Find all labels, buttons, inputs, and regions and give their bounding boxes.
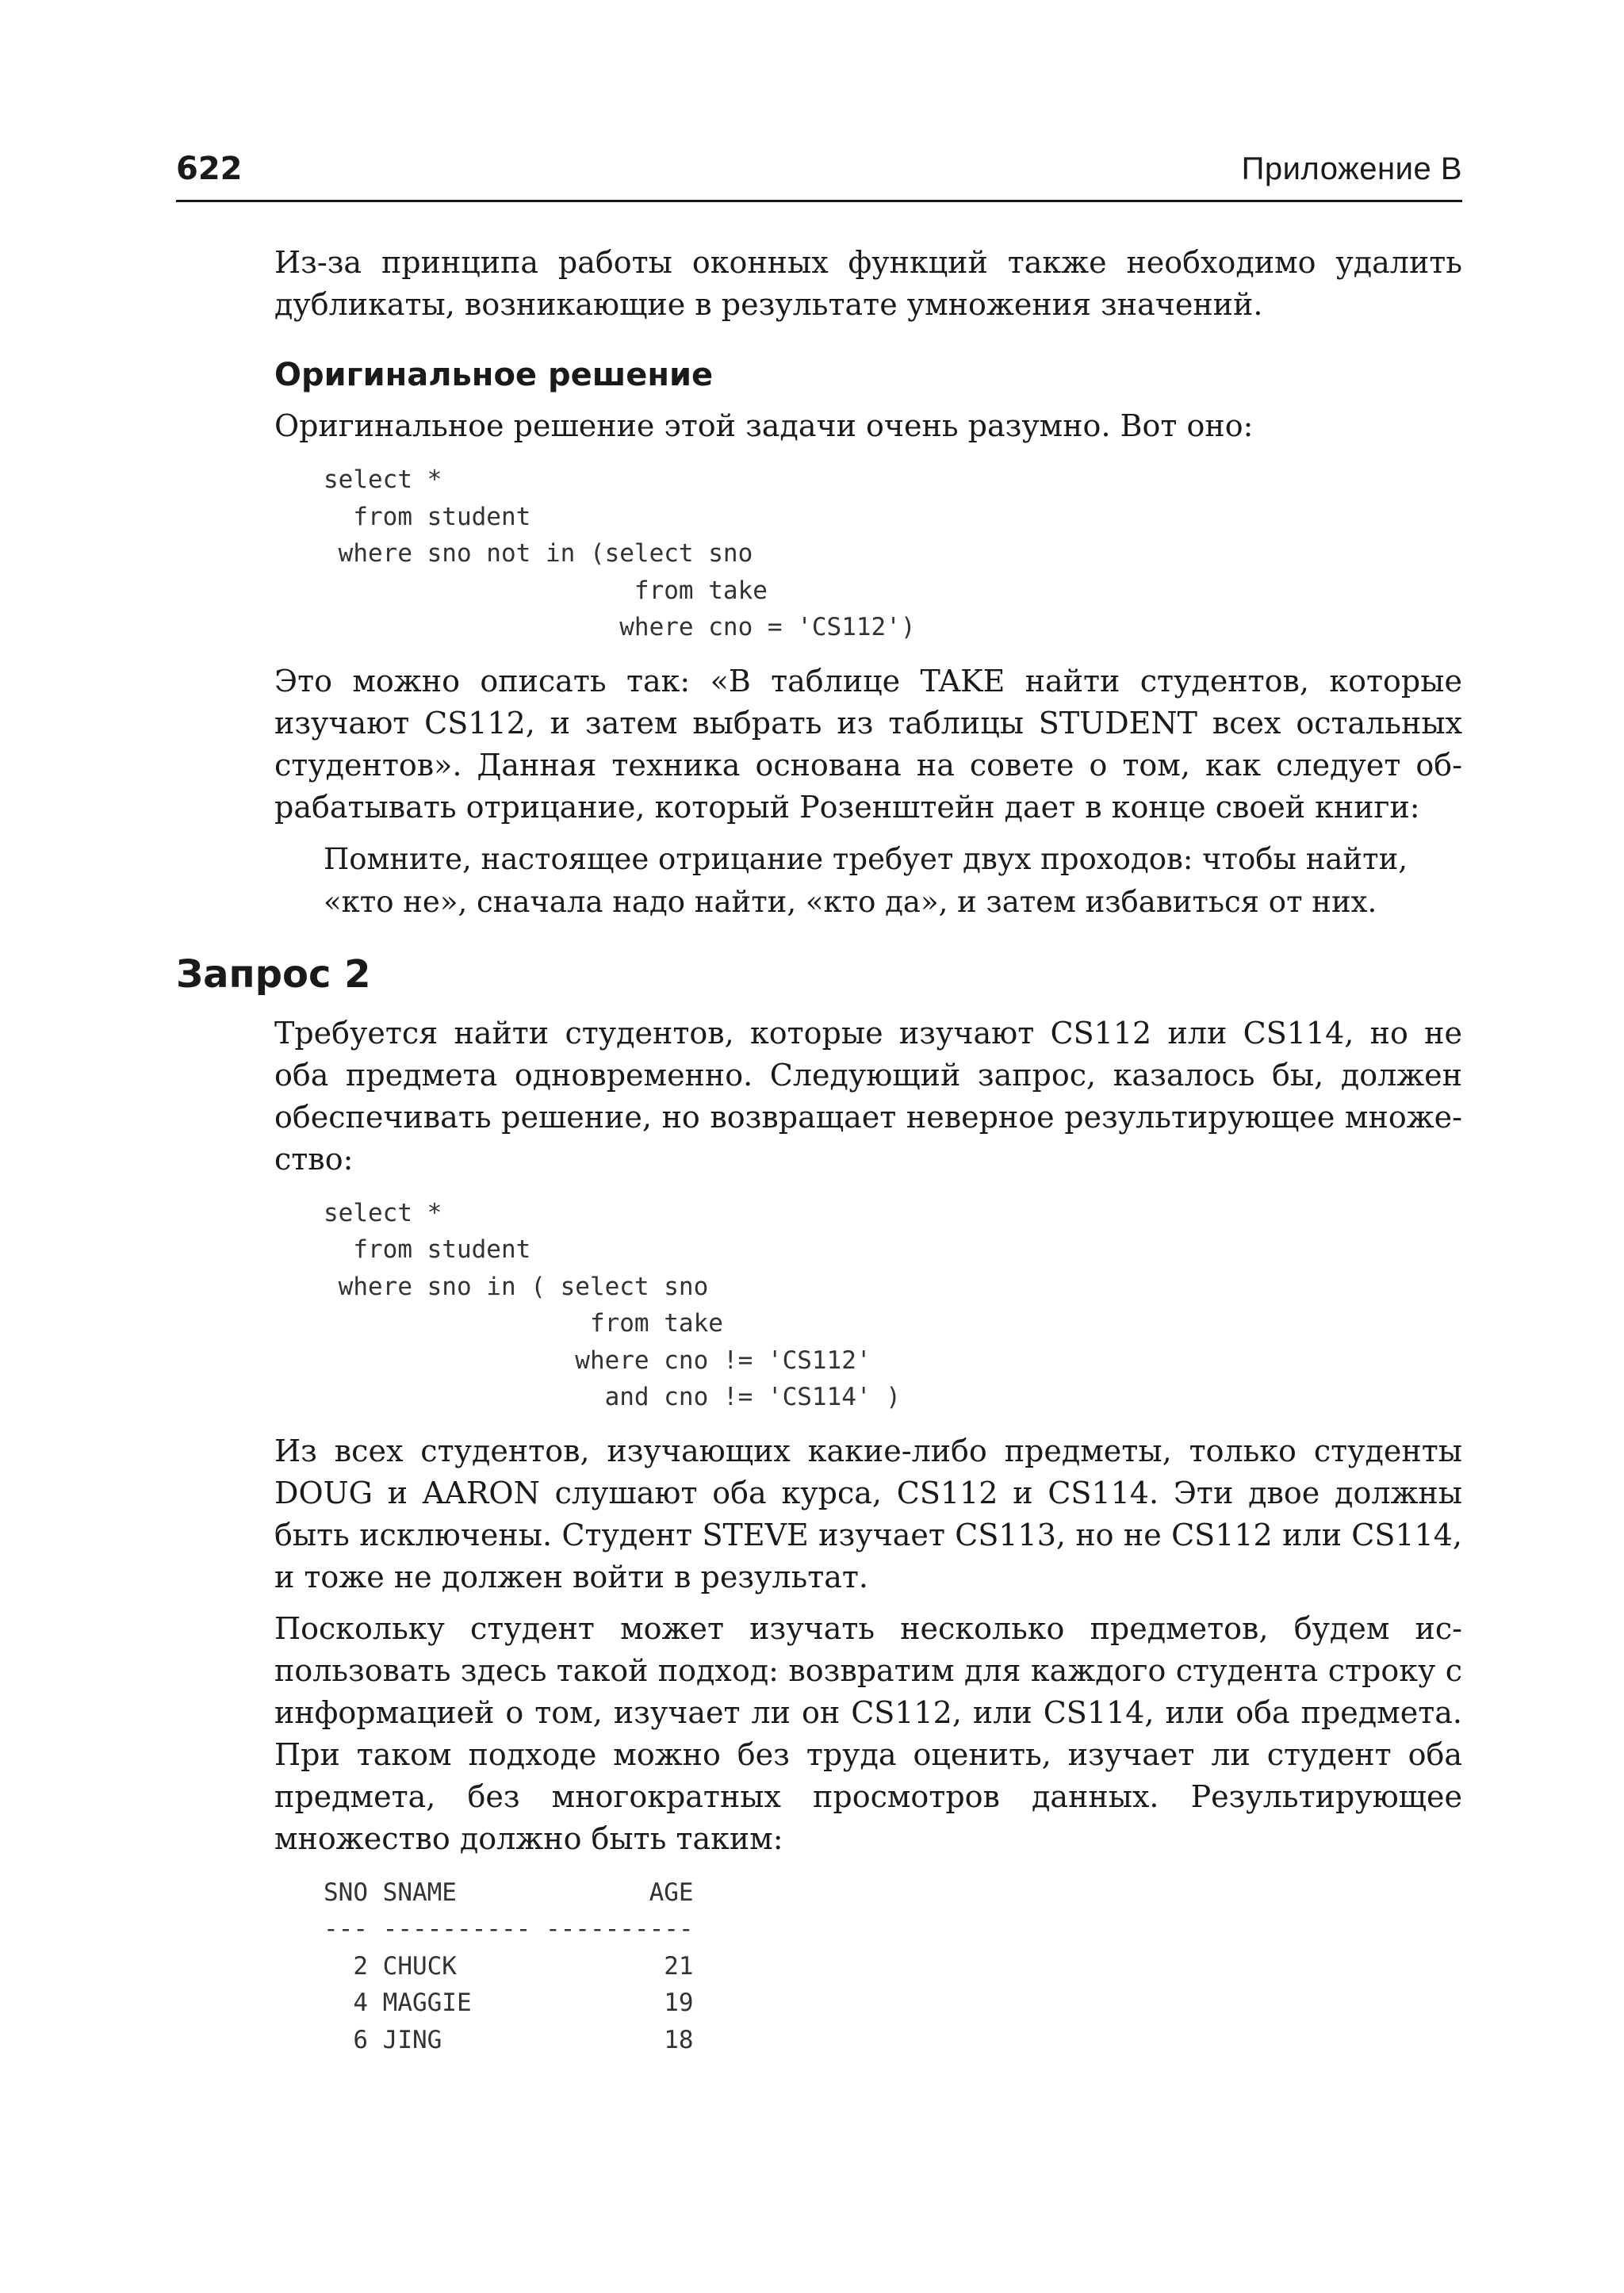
page-number: 622 [176,151,243,187]
heading-original-solution: Оригинальное решение [274,357,714,393]
running-head: Приложение B [1241,151,1462,186]
paragraph-students-analysis: Из всех студентов, изучающих какие-либо предметы, только студенты DOUG и AARON слушают оба курса, CS112 и CS114. Эти двое должны быть исключены. Студент STEVE изучает CS113, но не CS112 или CS114, и тоже не должен войти в результат. [274,1433,1462,1594]
code-block-not-in: select * from student where sno not in (select sno from take where cno = 'CS112') [324,465,916,641]
paragraph-dedup: Из-за принципа работы оконных функций также необходимо удалить дубликаты, возникающие в результате умножения значений. [274,245,1462,322]
page-body [176,242,1462,2073]
paragraph-query2-task: Требуется найти студентов, которые изучают CS112 или CS114, но не оба предмета одновременно. Следующий запрос, казалось бы, должен обеспечивать решение, но возвращает неверное результирующее множество: [274,1015,1462,1177]
page-header [176,143,1462,202]
paragraph-original-intro: Оригинальное решение этой задачи очень разумно. Вот оно: [274,408,1254,443]
quote-rosenstein: Помните, настоящее отрицание требует двух проходов: чтобы найти, «кто не», сначала надо найти, «кто да», и затем избавиться от них. [324,841,1408,919]
code-block-result-set: SNO SNAME AGE --- ---------- ---------- 2 CHUCK 21 4 MAGGIE 19 6 JING 18 [324,1878,694,2054]
paragraph-explanation: Это можно описать так: «В таблице TAKE найти студентов, которые изучают CS112, и затем выбрать из таблицы STUDENT всех остальных студентов». Данная техника основана на совете о том, как следует обрабатывать отрицание, который Розенштейн дает в конце своей книги: [274,663,1462,825]
heading-query-2: Запрос 2 [176,951,371,997]
code-block-wrong-query: select * from student where sno in ( select sno from take where cno != 'CS112' and cno != 'CS114' ) [324,1198,901,1411]
paragraph-approach: Поскольку студент может изучать несколько предметов, будем использовать здесь такой подход: возвратим для каждого студента строку с информацией о том, изучает ли он CS112, или CS114, или оба предмета. При таком подходе можно без труда оценить, изучает ли студент оба предмета, без многократных просмотров данных. Результирующее множество должно быть таким: [274,1610,1462,1856]
